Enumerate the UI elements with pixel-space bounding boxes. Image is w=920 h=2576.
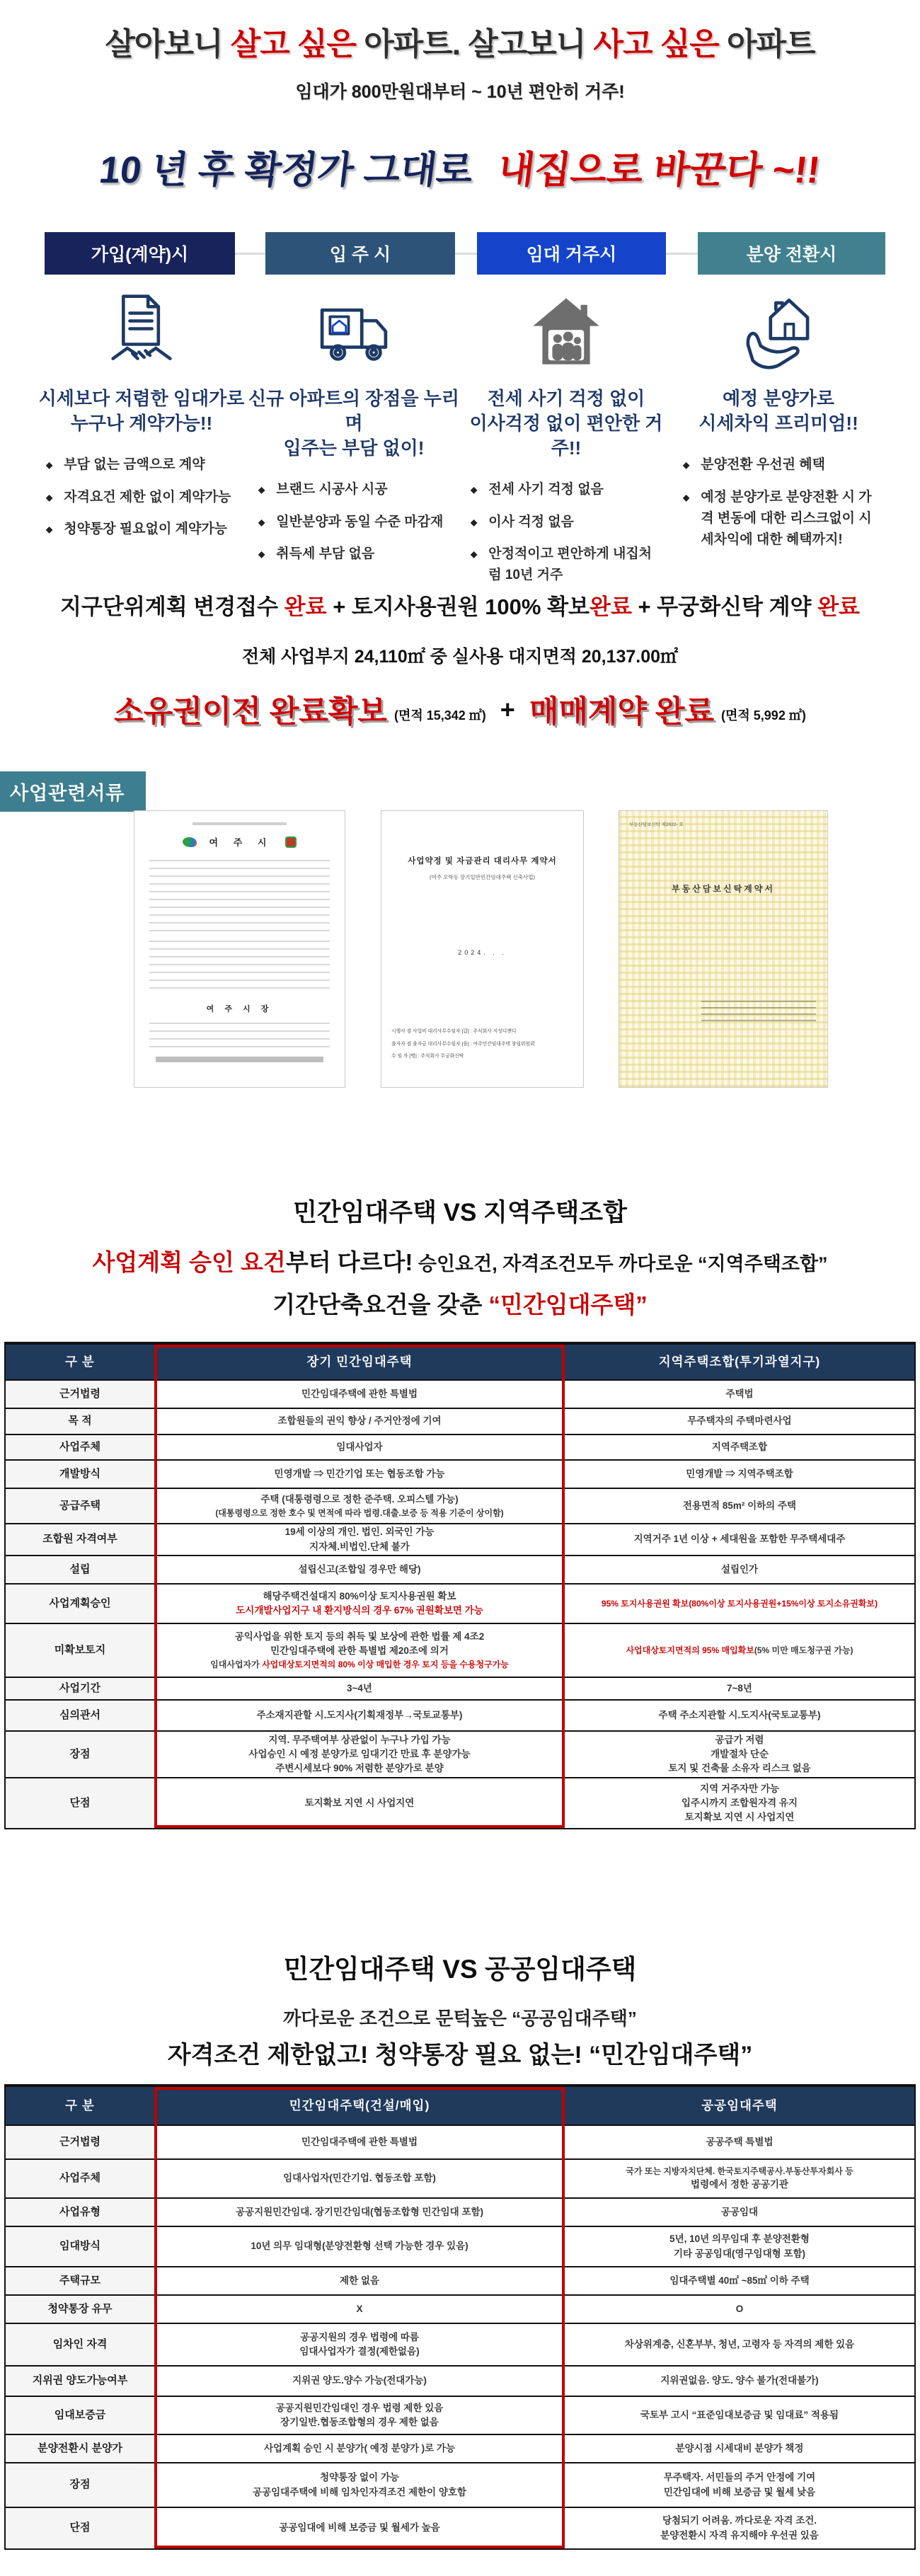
bullet-dot-icon: ◆ xyxy=(46,492,53,502)
cell: 임대사업자(민간기업. 협동조합 포함) xyxy=(283,2173,436,2184)
cell-line: 국가 또는 지방자치단체. 한국토지주택공사.부동산투자회사 등 xyxy=(626,2166,853,2177)
cell-text: 임대사업자가 xyxy=(210,1660,263,1670)
document-agency-contract[interactable] xyxy=(381,810,584,1088)
ownership-complete-text: 소유권이전 완료확보 xyxy=(114,695,387,729)
cell xyxy=(565,1585,914,1623)
bullet-text: 일반분양과 동일 수준 마감재 xyxy=(276,514,444,529)
cell-line: 해당주택건설대지 80%이상 토지사용권원 확보 xyxy=(263,1590,456,1602)
land-area-line: 전체 사업부지 24,110㎡ 중 실사용 대지면적 20,137.00㎡ xyxy=(241,647,679,667)
row-label: 설립 xyxy=(6,1556,154,1583)
row-label: 주택규모 xyxy=(6,2267,154,2294)
cell-line: 공급가 저렴 xyxy=(715,1734,764,1745)
doc-text-lines xyxy=(149,860,330,933)
cell-line: 토지확보 지연 시 사업지연 xyxy=(684,1812,795,1823)
cell-line: 5년, 10년 의무임대 후 분양전환형 xyxy=(669,2233,810,2245)
row-label: 조합원 자격여부 xyxy=(6,1524,154,1555)
table-row xyxy=(6,1585,914,1624)
tab-conversion[interactable]: 분양 전환시 xyxy=(698,232,885,275)
city-emblem-icon xyxy=(285,836,297,848)
section2-subtitle-1: 까다로운 조건으로 문턱높은 “공공임대주택” xyxy=(283,2008,637,2029)
cell xyxy=(154,2397,565,2434)
benefit-bullet-list xyxy=(683,454,874,562)
list-item xyxy=(46,487,237,508)
benefit-title-line: 전세 사기 걱정 없이 xyxy=(487,388,645,409)
bullet-dot-icon: ◆ xyxy=(683,492,690,502)
row-label: 지위권 양도가능여부 xyxy=(6,2367,154,2396)
cell: 공공임대에 비해 보증금 및 월세가 높음 xyxy=(279,2522,440,2534)
cell-line: 공공지원의 경우 법령에 따름 xyxy=(300,2331,419,2342)
cell: 제한 없음 xyxy=(340,2275,379,2286)
bullet-text: 전세 사기 걱정 없음 xyxy=(488,482,604,498)
bullet-dot-icon: ◆ xyxy=(471,549,478,560)
bullet-text: 부담 없는 금액으로 계약 xyxy=(64,457,205,473)
column-header: 민간임대주택(건설/매입) xyxy=(289,2098,430,2113)
table-row xyxy=(6,2227,914,2267)
cell-line: (대통령령으로 정한 호수 및 면적에 따라 법령.대출.보증 등 적용 기준이 상이함) xyxy=(215,1508,504,1519)
contract-handshake-icon xyxy=(103,290,180,375)
cell xyxy=(565,2160,914,2197)
project-status-line xyxy=(0,589,920,621)
table-row xyxy=(6,2267,914,2296)
cell-line-red: 95% 토지사용권원 확보(80%이상 토지사용권원+15%이상 토지소유권확보) xyxy=(601,1599,878,1609)
section1-sub2-red: “민간임대주택” xyxy=(488,1292,648,1318)
row-label: 임대방식 xyxy=(6,2227,154,2266)
cell-text: (5% 미만 매도청구권 가능) xyxy=(754,1645,853,1655)
benefit-title-line: 예정 분양가로 xyxy=(723,388,834,409)
table-row xyxy=(6,2397,914,2435)
row-label: 임대보증금 xyxy=(6,2397,154,2434)
table-header-row xyxy=(6,2087,914,2126)
second-headline xyxy=(0,140,920,194)
cell: 국토부 고시 “표준임대보증금 및 임대료” 적용됨 xyxy=(640,2409,839,2420)
cell xyxy=(565,2227,914,2266)
cell-line: 개발절차 단순 xyxy=(711,1748,769,1759)
benefit-title-line: 입주는 부담 없이! xyxy=(283,437,425,459)
cell: 지위권없음. 양도. 양수 불가(전대불가) xyxy=(660,2375,819,2386)
bullet-text: 분양전환 우선권 혜택 xyxy=(701,457,825,473)
hand-house-icon xyxy=(739,290,818,375)
cell-line: 토지 및 건축물 소유자 리스크 없음 xyxy=(668,1763,811,1774)
cell: 주택법 xyxy=(725,1388,754,1399)
row-label: 사업계획승인 xyxy=(6,1585,154,1623)
headline-text: 아파트 xyxy=(718,27,815,62)
table-row xyxy=(6,2324,914,2367)
table-row xyxy=(6,1624,914,1678)
cell: 지역거주 1년 이상 + 세대원을 포함한 무주택세대주 xyxy=(633,1534,846,1545)
cell: 주택 주소지관할 시.도지사(국토교통부) xyxy=(658,1709,821,1720)
cell xyxy=(565,1624,914,1677)
ownership-line xyxy=(0,688,920,731)
cell-line: 당첨되기 어려움. 까다로운 자격 조건. xyxy=(662,2515,817,2526)
doc-text-lines xyxy=(701,1001,816,1025)
table-row xyxy=(6,2435,914,2463)
cell-line: 임대사업자가 결정(제한없음) xyxy=(299,2346,420,2357)
row-label: 청약통장 유무 xyxy=(6,2296,154,2323)
benefit-col-residence xyxy=(460,290,672,597)
family-house-icon xyxy=(527,290,606,375)
table-row xyxy=(6,1435,914,1461)
doc-mayor-signature: 여 주 시 장 xyxy=(206,1005,273,1013)
benefit-columns xyxy=(35,290,885,597)
row-label: 공급주택 xyxy=(6,1489,154,1523)
benefit-bullet-list xyxy=(471,479,662,597)
status-complete-2: 완료 xyxy=(590,594,632,619)
doc-decorative-line xyxy=(192,822,287,825)
doc-contract-parties xyxy=(391,1025,573,1063)
list-item xyxy=(471,479,662,500)
column-header: 지역주택조합(투기과열지구) xyxy=(658,1355,821,1369)
cell-line: 장기일반.협동조합형의 경우 제한 없음 xyxy=(280,2417,439,2427)
cell xyxy=(565,1732,914,1777)
list-item xyxy=(258,479,449,500)
cell: 조합원들의 권익 향상 / 주거안정에 기여 xyxy=(277,1415,442,1427)
row-label: 임차인 자격 xyxy=(6,2324,154,2365)
cell: 설립신고(조합일 경우만 해당) xyxy=(298,1563,421,1575)
doc-header xyxy=(134,835,345,849)
cell: 사업계획 승인 시 분양가( 예정 분양가 )로 가능 xyxy=(264,2442,455,2454)
benefit-title-line: 이사걱정 없이 편안한 거주!! xyxy=(469,413,663,459)
cell-line: 지역. 무주택여부 상관없이 누구나 가입 가능 xyxy=(268,1734,451,1745)
table-row xyxy=(6,1381,914,1409)
cell: 민영개발 ⇒ 지역주택조합 xyxy=(686,1468,793,1479)
benefit-bullet-list xyxy=(258,479,449,575)
tab-residence[interactable]: 임대 거주시 xyxy=(477,232,666,275)
cell-line: 사업승인 시 예정 분양가로 임대기간 만료 후 분양가능 xyxy=(248,1748,471,1759)
section1-title: 민간임대주택 VS 지역주택조합 xyxy=(293,1199,627,1226)
cell-line: 청약통장 없이 가능 xyxy=(320,2472,399,2483)
cell: 3~4년 xyxy=(347,1682,372,1694)
cell-line: 공익사업을 위한 토지 등의 취득 및 보상에 관한 법률 제 4조2 xyxy=(234,1631,485,1642)
bullet-dot-icon: ◆ xyxy=(46,460,53,471)
list-item xyxy=(258,544,449,565)
table-row xyxy=(6,1409,914,1435)
benefit-title-line: 신규 아파트의 장점을 누리며 xyxy=(248,388,459,435)
list-item xyxy=(258,512,449,533)
benefit-tabs xyxy=(45,232,885,275)
benefit-title-line: 시세차익 프리미엄!! xyxy=(698,413,858,435)
bullet-text: 예정 분양가로 분양전환 시 가격 변동에 대한 리스크없이 시세차익에 대한 혜택까지! xyxy=(701,489,872,548)
row-label: 장점 xyxy=(6,2463,154,2507)
table-row xyxy=(6,2199,914,2227)
cell-line: 공공임대주택에 비해 임차인자격조건 제한이 양호함 xyxy=(253,2486,466,2497)
status-text: + 무궁화신탁 계약 xyxy=(631,594,818,619)
doc-trust-title: 부동산담보신탁계약서 xyxy=(672,884,775,894)
benefit-col-signup xyxy=(35,290,248,597)
cell: 설립인가 xyxy=(720,1563,759,1575)
cell xyxy=(154,1524,565,1555)
plus-sign: + xyxy=(500,694,515,724)
list-item xyxy=(46,519,237,540)
benefit-title-line: 누구나 계약가능!! xyxy=(70,413,213,435)
section1-sub-bold: 부터 다르다! xyxy=(285,1249,413,1275)
row-label: 사업주체 xyxy=(6,1435,154,1459)
main-headline xyxy=(0,18,920,64)
benefit-bullet-list xyxy=(46,454,237,551)
doc-contract-title: 사업약정 및 자금관리 대리사무 계약서 xyxy=(408,857,557,866)
table-row xyxy=(6,1524,914,1556)
cell: 민영개발 ⇒ 민간기업 또는 협동조합 가능 xyxy=(274,1468,445,1479)
cell-text-red: 사업대상토지면적의 95% 매입확보 xyxy=(626,1645,754,1655)
column-header: 공공임대주택 xyxy=(701,2098,778,2113)
cell-line: 주변시세보다 90% 저렴한 분양가로 분양 xyxy=(275,1763,444,1774)
cell-line: 지역 거주자만 가능 xyxy=(700,1783,779,1794)
column-header: 장기 민간임대주택 xyxy=(306,1355,413,1369)
doc-party-gap: 시행사 겸 사업비 대리사무수임자 [갑] : 주식회사 지성디앤디 xyxy=(391,1029,517,1034)
cell: 차상위계층, 신혼부부, 청년, 고령자 등 자격의 제한 있음 xyxy=(624,2338,855,2350)
column-header: 구 분 xyxy=(65,1355,95,1369)
table-row xyxy=(6,2508,914,2548)
benefit-title-line: 시세보다 저렴한 임대가로 xyxy=(38,388,245,409)
benefit-title xyxy=(248,386,460,461)
table-row xyxy=(6,1461,914,1489)
table-row xyxy=(6,2296,914,2324)
doc-decorative-bar xyxy=(156,1057,324,1062)
tab-movein[interactable]: 입 주 시 xyxy=(265,232,455,275)
cell: 공공지원민간임대. 장기민간임대(협동조합형 민간임대 포함) xyxy=(235,2206,484,2217)
bullet-dot-icon: ◆ xyxy=(471,485,478,495)
benefit-title xyxy=(39,386,245,436)
status-complete-1: 완료 xyxy=(284,594,327,619)
headline-red-1: 살고 싶은 xyxy=(230,27,357,62)
section1-sub-rest: 승인요건, 자격조건모두 까다로운 “지역주택조합” xyxy=(413,1253,828,1275)
cell xyxy=(154,1585,565,1623)
list-item xyxy=(471,544,662,587)
status-complete-3: 완료 xyxy=(817,594,860,619)
doc-contract-date: 2024. . . xyxy=(458,949,507,956)
cell: 임대주택별 40㎡ ~85㎡ 이하 주택 xyxy=(669,2275,810,2286)
cell: 공공임대 xyxy=(720,2206,759,2217)
section1-sub-red: 사업계획 승인 요건 xyxy=(92,1249,286,1275)
doc-trust-number: 부동산담보신탁 제2022- 호 xyxy=(629,822,684,827)
status-text: 지구단위계획 변경접수 xyxy=(59,594,284,619)
cell: 무주택자의 주택마련사업 xyxy=(687,1415,792,1427)
table-row xyxy=(6,2367,914,2397)
cell: 10년 의무 임대형(분양전환형 선택 가능한 경우 있음) xyxy=(251,2241,468,2252)
cell xyxy=(154,2463,565,2507)
doc-party-eul: 출자자 겸 출자금 대리사무수임자 [을] : 여주민간임대주택 창립위원회 xyxy=(391,1041,535,1047)
cell-line: 법령에서 정한 공공기관 xyxy=(691,2179,788,2190)
bullet-dot-icon: ◆ xyxy=(683,460,690,471)
headline-text: 아파트. 살고보니 xyxy=(356,27,594,62)
section1-subtitle xyxy=(0,1244,920,1277)
cell-line-mixed xyxy=(626,1644,853,1657)
section1-sub2-black: 기간단축요건을 갖춘 xyxy=(272,1292,489,1318)
cell-line-red: 도시개발사업지구 내 환지방식의 경우 67% 권원확보면 가능 xyxy=(236,1605,483,1616)
cell-line: 주택 (대통령령으로 정한 준주택. 오피스텔 가능) xyxy=(260,1493,459,1505)
benefit-title xyxy=(460,386,672,461)
list-item xyxy=(46,454,237,476)
cell: 전용면적 85m² 이하의 주택 xyxy=(682,1500,797,1511)
cell: 지역주택조합 xyxy=(711,1441,768,1452)
cell xyxy=(565,1778,914,1828)
table-row xyxy=(6,1701,914,1732)
doc-city-title: 여 주 시 xyxy=(209,837,273,848)
ownership-area-1: (면적 15,342 ㎡) xyxy=(393,708,486,723)
cell-line-mixed xyxy=(210,1658,509,1671)
table-header-row xyxy=(6,1345,914,1381)
row-label: 근거법령 xyxy=(6,1381,154,1408)
city-logo-icon xyxy=(183,837,197,847)
cell xyxy=(565,2508,914,2548)
row-label: 사업기간 xyxy=(6,1678,154,1699)
cell: X xyxy=(356,2303,363,2314)
row-label: 개발방식 xyxy=(6,1461,154,1488)
row-label: 단점 xyxy=(6,1778,154,1828)
row-label: 미확보토지 xyxy=(6,1624,154,1677)
cell: 민간임대주택에 관한 특별법 xyxy=(301,1388,418,1399)
section2-title: 민간임대주택 VS 공공임대주택 xyxy=(283,1955,637,1984)
cell-line: 지자체.비법인.단체 불가 xyxy=(309,1541,410,1552)
section2-subtitle-2: 자격조건 제한없고! 청약통장 필요 없는! “민간임대주택” xyxy=(167,2042,753,2069)
bullet-dot-icon: ◆ xyxy=(258,485,265,495)
doc-text-lines xyxy=(149,941,330,990)
cell-line: 입주시까지 조합원자격 유지 xyxy=(682,1797,798,1808)
benefit-col-movein xyxy=(248,290,460,597)
row-label: 분양전환시 분양가 xyxy=(6,2435,154,2462)
table-row xyxy=(6,1678,914,1701)
cell xyxy=(154,1624,565,1677)
table-row xyxy=(6,1778,914,1828)
cell: 토지확보 지연 시 사업지연 xyxy=(304,1797,415,1808)
row-label: 장점 xyxy=(6,1732,154,1777)
cell-line: 기타 공공임대(영구임대형 포함) xyxy=(673,2248,806,2259)
cell: 공공주택 특별법 xyxy=(706,2136,774,2147)
cell: 7~8년 xyxy=(727,1682,752,1694)
list-item xyxy=(683,454,874,476)
document-trust-contract[interactable] xyxy=(619,810,828,1088)
benefit-title xyxy=(698,386,858,436)
bullet-text: 자격요건 제한 없이 계약가능 xyxy=(64,489,231,505)
column-header: 구 분 xyxy=(65,2098,95,2113)
documents-badge: 사업관련서류 xyxy=(0,771,146,812)
status-text: + 토지사용권원 100% 확보 xyxy=(326,594,590,619)
cell-line: 무주택자. 서민들의 주거 안정에 기여 xyxy=(663,2472,816,2483)
cell: 민간임대주택에 관한 특별법 xyxy=(301,2136,418,2147)
table-row xyxy=(6,1556,914,1585)
bullet-text: 안정적이고 편안하게 내집처럼 10년 거주 xyxy=(488,546,652,583)
bullet-text: 이사 걱정 없음 xyxy=(488,514,574,529)
cell: 주소재지관할 시.도지사(기획재정부→국토교통부) xyxy=(256,1709,463,1720)
comparison-table-private-vs-coop xyxy=(4,1342,916,1829)
sale-contract-text: 매매계약 완료 xyxy=(529,695,715,729)
cell-line: 분양전환시 자격 유지해야 우선권 있음 xyxy=(660,2529,819,2541)
table-row xyxy=(6,1732,914,1778)
headline-text: 살아보니 xyxy=(105,27,231,62)
ownership-area-2: (면적 5,992 ㎡) xyxy=(721,708,806,723)
table-row xyxy=(6,2160,914,2199)
row-label: 근거법령 xyxy=(6,2126,154,2158)
row-label: 심의관서 xyxy=(6,1701,154,1730)
table-row xyxy=(6,2463,914,2508)
doc-contract-subtitle: (여주 오학동 장기일반민간임대주택 신축사업) xyxy=(430,874,535,880)
benefit-col-conversion xyxy=(672,290,885,597)
comparison-table-private-vs-public xyxy=(4,2084,916,2550)
headline-red-2: 사고 싶은 xyxy=(593,27,719,62)
cell-line: 공공지원민간임대인 경우 법령 제한 있음 xyxy=(275,2402,444,2413)
list-item xyxy=(471,512,662,533)
cell: 임대사업자 xyxy=(336,1441,383,1452)
cell xyxy=(154,1732,565,1777)
doc-text-lines xyxy=(149,1023,330,1051)
cell xyxy=(154,1489,565,1523)
cell-line: 민간임대에 비해 보증금 및 월세 낮음 xyxy=(663,2486,816,2497)
row-label: 사업유형 xyxy=(6,2199,154,2226)
cell-line: 민간임대주택에 관한 특별법 제20조에 의거 xyxy=(270,1645,449,1656)
cell-text-red: 사업대상토지면적의 80% 이상 매입한 경우 토지 등을 수용청구가능 xyxy=(262,1660,509,1670)
row-label: 단점 xyxy=(6,2508,154,2548)
cell xyxy=(154,2324,565,2365)
row-label: 목 적 xyxy=(6,1409,154,1434)
bullet-dot-icon: ◆ xyxy=(258,549,265,560)
bullet-text: 취득세 부담 없음 xyxy=(276,546,375,562)
bullet-text: 청약통장 필요없이 계약가능 xyxy=(64,521,228,536)
table-row xyxy=(6,1489,914,1524)
sub-headline: 임대가 800만원대부터 ~ 10년 편안히 거주! xyxy=(295,82,625,102)
cell: 지위권 양도.양수 가능(전대가능) xyxy=(292,2375,427,2386)
cell-line: 19세 이상의 개인. 법인. 외국인 가능 xyxy=(284,1526,435,1538)
second-headline-red: 내집으로 바꾼다 ~!! xyxy=(495,149,822,191)
row-label: 사업주체 xyxy=(6,2160,154,2197)
bullet-text: 브랜드 시공사 시공 xyxy=(276,482,388,498)
cell: O xyxy=(735,2303,744,2314)
document-city-letter[interactable] xyxy=(134,810,345,1088)
cell xyxy=(565,2463,914,2507)
bullet-dot-icon: ◆ xyxy=(258,517,265,527)
table-row xyxy=(6,2126,914,2160)
tab-signup[interactable]: 가입(계약)시 xyxy=(45,232,235,275)
doc-party-byeong: 수 임 자 [병] : 주식회사 무궁화신탁 xyxy=(391,1054,464,1059)
cell: 분양시점 시세대비 분양가 책정 xyxy=(675,2442,804,2454)
section1-subtitle-2 xyxy=(0,1287,920,1320)
moving-truck-icon xyxy=(313,290,395,375)
bullet-dot-icon: ◆ xyxy=(46,524,53,534)
list-item xyxy=(683,487,874,551)
bullet-dot-icon: ◆ xyxy=(471,517,478,527)
second-headline-navy: 10 년 후 확정가 그대로 xyxy=(97,149,476,191)
